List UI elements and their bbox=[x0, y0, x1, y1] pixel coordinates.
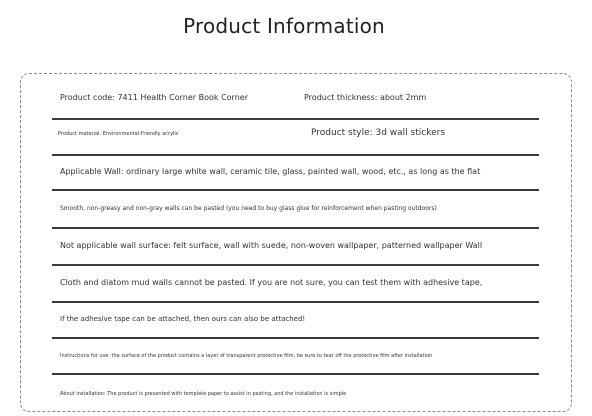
cloth-walls-text: Cloth and diatom mud walls cannot be pasted. If you are not sure, you can test them with adhesive tape, bbox=[60, 278, 483, 287]
row-divider bbox=[52, 337, 539, 339]
row-divider bbox=[52, 118, 539, 120]
row-divider bbox=[52, 227, 539, 229]
info-row-not-applicable bbox=[58, 241, 538, 255]
product-style-text: Product style: 3d wall stickers bbox=[311, 128, 446, 138]
instructions-text: Instructions for use: the surface of the product contains a layer of transparent protective film, be sure to tear off the protective film after installation bbox=[60, 353, 433, 359]
product-code-text: Product code: 7411 Health Corner Book Corner bbox=[60, 93, 248, 102]
info-row-applicable-wall bbox=[58, 167, 538, 181]
info-row-material-style bbox=[58, 128, 538, 144]
info-row-adhesive-tape bbox=[58, 315, 538, 327]
page-title: Product Information bbox=[183, 14, 385, 38]
info-row-instructions bbox=[58, 353, 538, 363]
smooth-walls-text: Smooth, non-greasy and non-gray walls can be pasted (you need to buy glass glue for reinforcement when pasting outdoors) bbox=[60, 205, 437, 212]
info-row-smooth-walls bbox=[58, 204, 538, 216]
row-divider bbox=[52, 373, 539, 375]
info-row-code-thickness bbox=[58, 93, 538, 107]
applicable-wall-text: Applicable Wall: ordinary large white wall, ceramic tile, glass, painted wall, wood, etc., as long as the flat bbox=[60, 167, 481, 176]
installation-text: About installation: The product is presented with template paper to assist in pasting, and the installation is simple bbox=[60, 391, 347, 397]
row-divider bbox=[52, 264, 539, 266]
row-divider bbox=[52, 189, 539, 191]
not-applicable-wall-text: Not applicable wall surface: felt surface, wall with suede, non-woven wallpaper, patterned wallpaper Wall bbox=[60, 241, 483, 250]
info-row-cloth-walls bbox=[58, 278, 538, 292]
product-material-text: Product material: Environmental-Friendly acrylic bbox=[58, 131, 179, 137]
row-divider bbox=[52, 154, 539, 156]
product-thickness-text: Product thickness: about 2mm bbox=[304, 93, 427, 102]
row-divider bbox=[52, 301, 539, 303]
info-row-installation bbox=[58, 391, 538, 401]
adhesive-tape-text: If the adhesive tape can be attached, then ours can also be attached! bbox=[60, 315, 306, 323]
